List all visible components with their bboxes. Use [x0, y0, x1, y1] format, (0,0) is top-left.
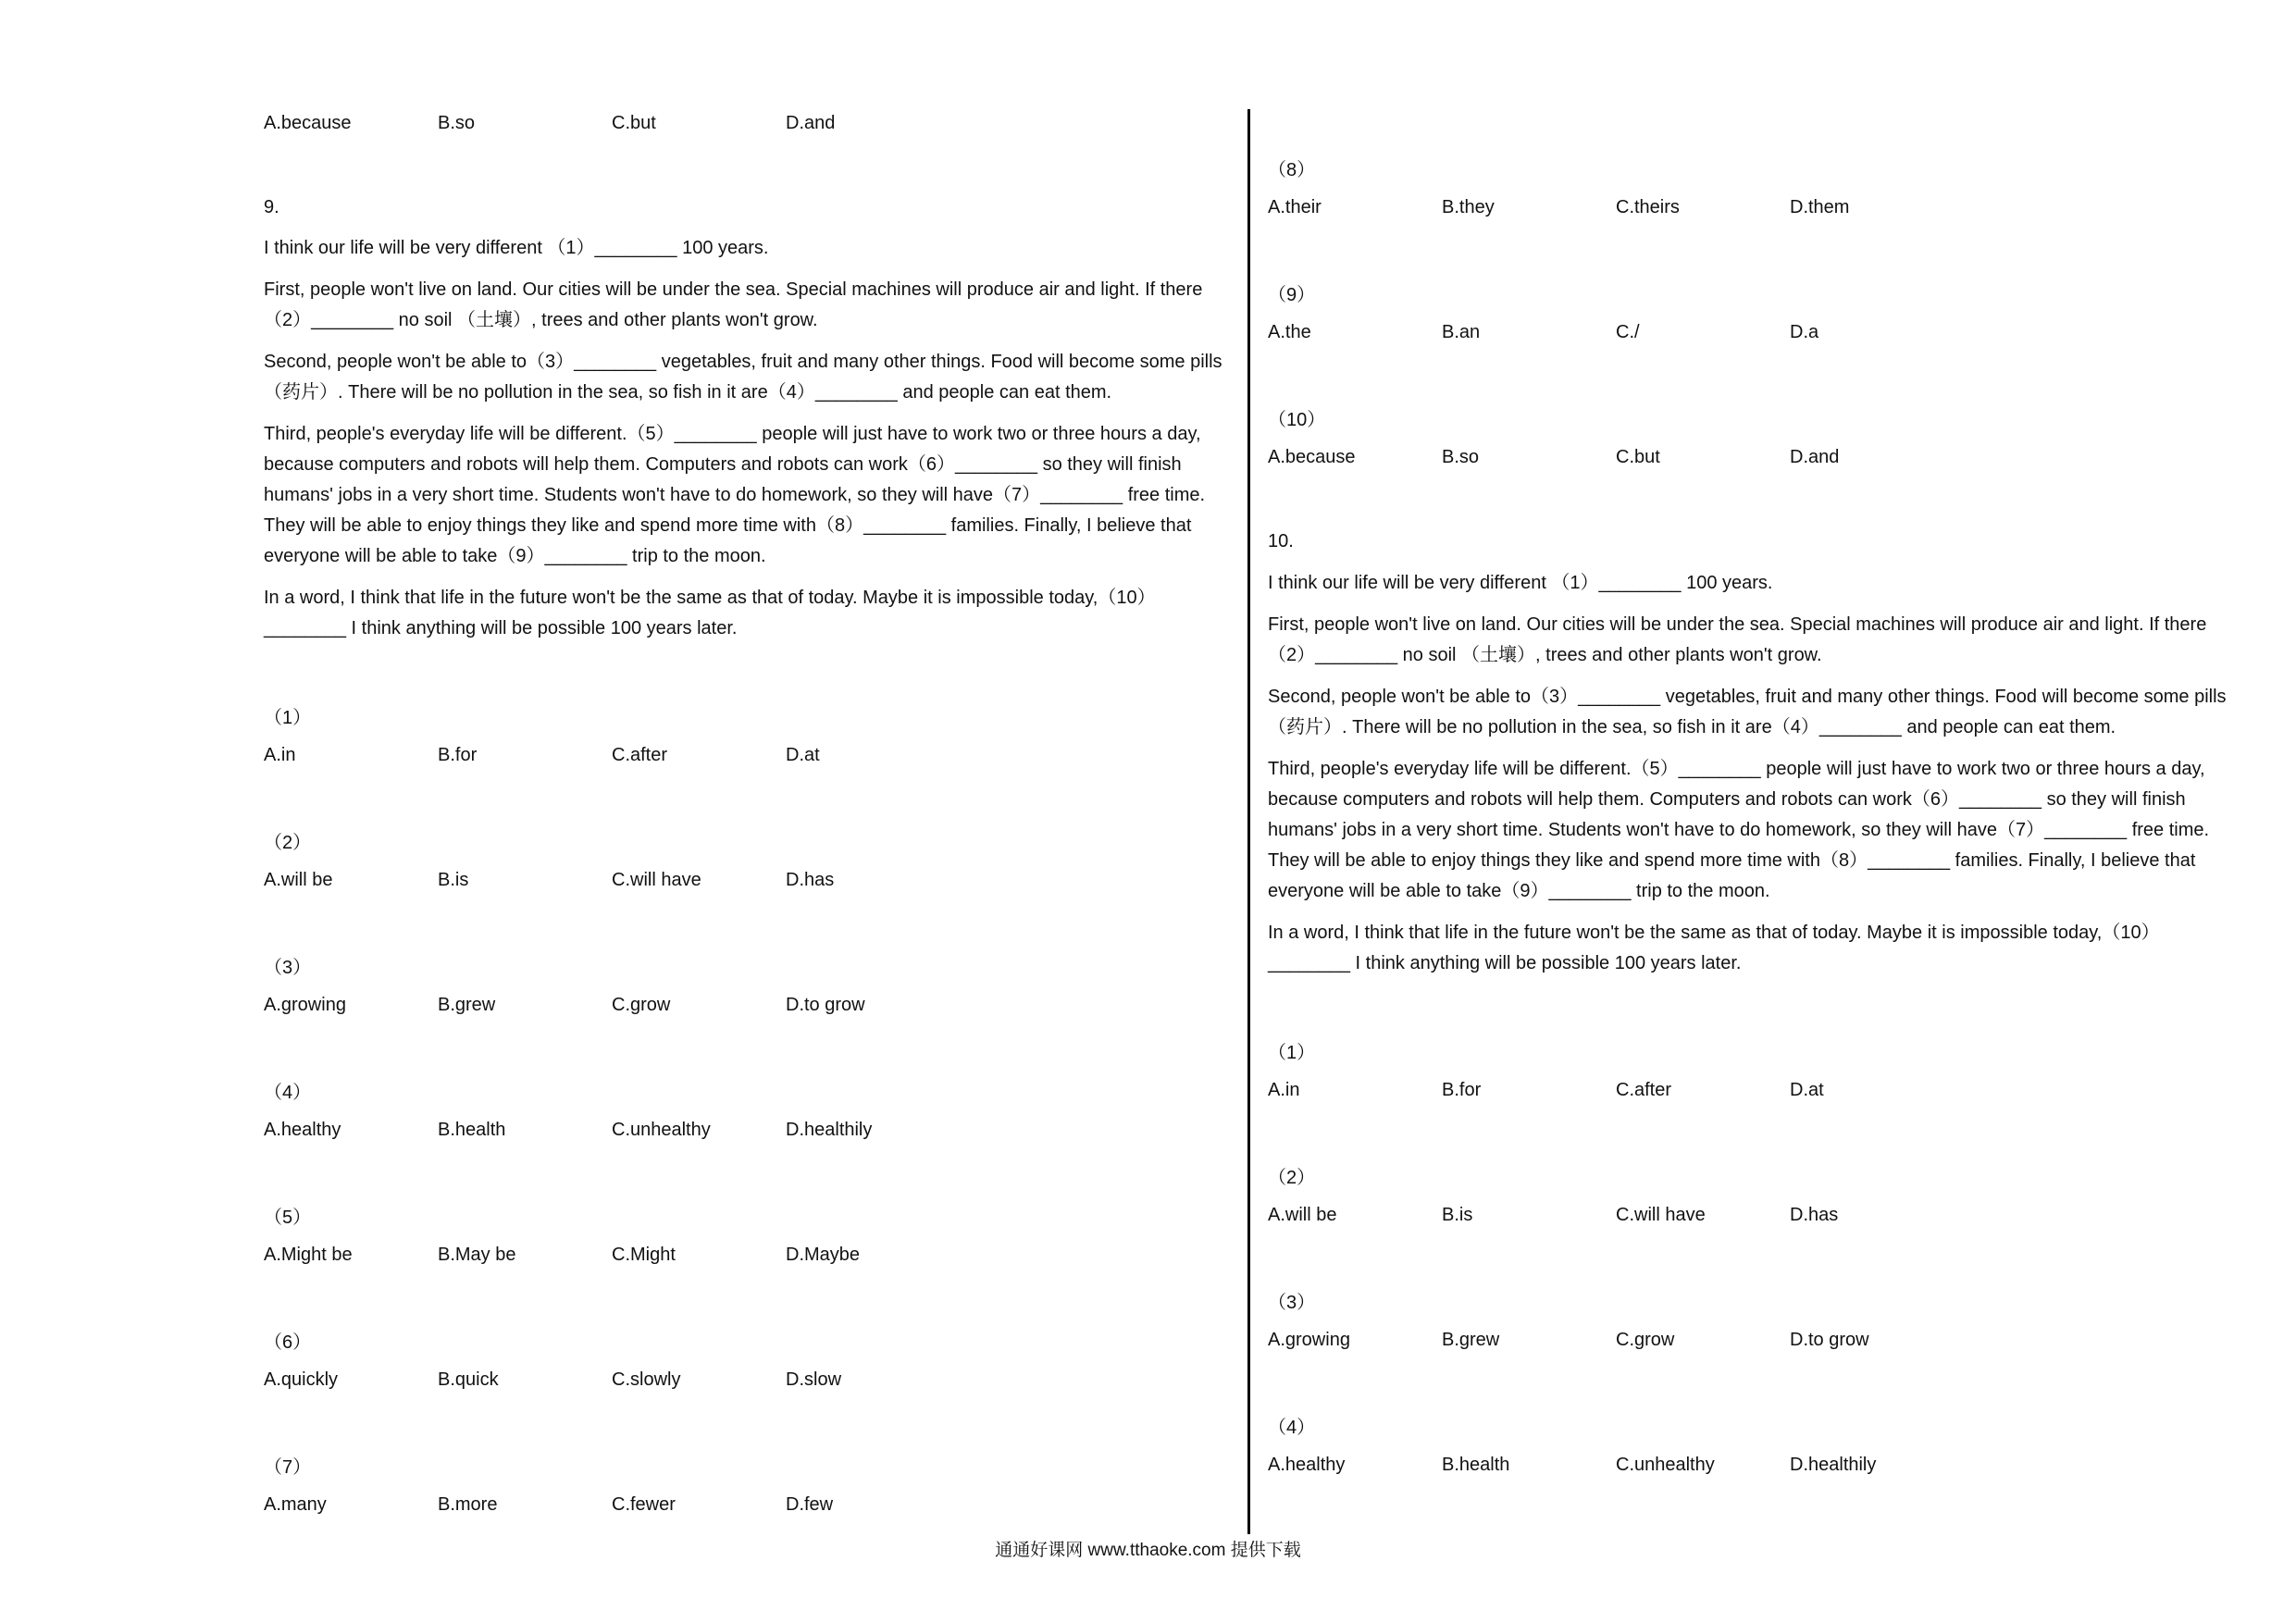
option-d: D.a [1790, 322, 1819, 342]
passage-paragraph: Second, people won't be able to（3）________ vegetables, fruit and many other things. Food will become some pills （药片）. There will be no pollution in the sea, so fish in it are（4）________ and people can eat them. [1268, 687, 2227, 737]
option-b: B.an [1442, 322, 1481, 342]
option-c: C.fewer [612, 1494, 676, 1515]
option-d: D.Maybe [786, 1245, 861, 1265]
option-a: A.will be [1268, 1205, 1337, 1225]
question-label: （6） [264, 1332, 312, 1353]
question-label: （10） [1268, 410, 1326, 430]
option-c: C.grow [1616, 1330, 1675, 1350]
options-row [264, 995, 1097, 1022]
option-a: A.growing [1268, 1330, 1350, 1350]
options-row [1268, 447, 2101, 475]
option-b: B.is [1442, 1205, 1473, 1225]
passage-paragraph: In a word, I think that life in the future won't be the same as that of today. Maybe it is impossible today,（10）________ I think anything will be possible 100 years later. [1268, 923, 2160, 973]
option-b: B.more [438, 1494, 498, 1515]
option-b: B.grew [1442, 1330, 1500, 1350]
option-b: B.they [1442, 197, 1495, 217]
option-c: C.slowly [612, 1369, 681, 1390]
option-a: A.in [1268, 1080, 1300, 1100]
options-row [1268, 197, 2101, 225]
options-row [264, 1120, 1097, 1147]
options-row [1268, 1080, 2101, 1108]
option-d: D.has [1790, 1205, 1839, 1225]
option-a: A.because [264, 113, 352, 133]
option-b: B.health [438, 1120, 506, 1140]
option-c: C.grow [612, 995, 671, 1015]
option-d: D.them [1790, 197, 1850, 217]
option-a: A.healthy [1268, 1455, 1346, 1475]
option-c: C.unhealthy [612, 1120, 711, 1140]
option-b: B.so [1442, 447, 1480, 467]
column-divider [1247, 109, 1250, 1534]
option-b: B.is [438, 870, 469, 890]
option-b: B.May be [438, 1245, 516, 1265]
option-d: D.at [786, 745, 820, 765]
option-a: A.because [1268, 447, 1356, 467]
option-a: A.growing [264, 995, 346, 1015]
option-d: D.to grow [1790, 1330, 1869, 1350]
passage-paragraph: First, people won't live on land. Our cities will be under the sea. Special machines will produce air and light. If there （2）________ no soil （土壤）, trees and other plants won't grow. [1268, 614, 2207, 665]
option-c: C.but [1616, 447, 1660, 467]
option-c: C./ [1616, 322, 1640, 342]
passage [1268, 568, 2240, 990]
question-label: （1） [264, 708, 312, 728]
passage-paragraph: Third, people's everyday life will be different.（5）________ people will just have to work two or three hours a day, because computers and robots will help them. Computers and robots can work（6）________ so they will finish humans' jobs in a very short time. Students won't have to do homework, so they will have（7）________ free time. They will be able to enjoy things they like and spend more time with（8）________ families. Finally, I believe that everyone will be able to take（9）________ trip to the moon. [264, 424, 1206, 566]
question-label: （8） [1268, 160, 1316, 180]
passage-paragraph: In a word, I think that life in the future won't be the same as that of today. Maybe it is impossible today,（10）________ I think anything will be possible 100 years later. [264, 588, 1156, 638]
option-a: A.Might be [264, 1245, 353, 1265]
question-label: （7） [264, 1457, 312, 1478]
option-c: C.but [612, 113, 656, 133]
option-b: B.quick [438, 1369, 499, 1390]
option-b: B.grew [438, 995, 496, 1015]
option-a: A.healthy [264, 1120, 341, 1140]
options-row [264, 113, 1097, 141]
option-b: B.so [438, 113, 476, 133]
options-row [264, 1494, 1097, 1522]
question-label: （2） [264, 833, 312, 853]
option-a: A.quickly [264, 1369, 339, 1390]
option-a: A.many [264, 1494, 327, 1515]
option-b: B.for [438, 745, 478, 765]
option-d: D.healthily [786, 1120, 873, 1140]
question-label: （3） [264, 958, 312, 978]
options-row [264, 1369, 1097, 1397]
option-c: C.will have [1616, 1205, 1706, 1225]
options-row [1268, 322, 2101, 350]
option-d: D.at [1790, 1080, 1824, 1100]
passage-paragraph: I think our life will be very different （1）________ 100 years. [1268, 573, 1773, 593]
page-footer: 通通好课网 www.tthaoke.com 提供下载 [995, 1541, 1301, 1560]
option-d: D.and [786, 113, 836, 133]
options-row [264, 745, 1097, 773]
option-d: D.to grow [786, 995, 865, 1015]
passage-paragraph: Second, people won't be able to（3）________ vegetables, fruit and many other things. Food will become some pills （药片）. There will be no pollution in the sea, so fish in it are（4）________ and people can eat them. [264, 352, 1222, 403]
question-label: （5） [264, 1208, 312, 1228]
options-row [1268, 1330, 2101, 1357]
option-d: D.has [786, 870, 835, 890]
options-row [1268, 1205, 2101, 1233]
option-d: D.and [1790, 447, 1840, 467]
option-c: C.after [612, 745, 668, 765]
question-label: （4） [1268, 1418, 1316, 1438]
question-label: （1） [1268, 1043, 1316, 1063]
question-number: 10. [1268, 531, 1294, 551]
option-a: A.in [264, 745, 296, 765]
question-label: （9） [1268, 285, 1316, 305]
option-b: B.health [1442, 1455, 1510, 1475]
option-c: C.after [1616, 1080, 1672, 1100]
options-row [264, 870, 1097, 898]
passage-paragraph: Third, people's everyday life will be different.（5）________ people will just have to work two or three hours a day, because computers and robots will help them. Computers and robots can work（6）________ so they will finish humans' jobs in a very short time. Students won't have to do homework, so they will have（7）________ free time. They will be able to enjoy things they like and spend more time with（8）________ families. Finally, I believe that everyone will be able to take（9）________ trip to the moon. [1268, 759, 2210, 901]
option-a: A.the [1268, 322, 1311, 342]
option-c: C.theirs [1616, 197, 1680, 217]
option-d: D.healthily [1790, 1455, 1877, 1475]
option-d: D.slow [786, 1369, 842, 1390]
option-b: B.for [1442, 1080, 1482, 1100]
question-label: （3） [1268, 1293, 1316, 1313]
option-c: C.Might [612, 1245, 676, 1265]
question-number: 9. [264, 197, 279, 217]
option-c: C.unhealthy [1616, 1455, 1715, 1475]
option-c: C.will have [612, 870, 701, 890]
question-label: （2） [1268, 1168, 1316, 1188]
passage-paragraph: I think our life will be very different （1）________ 100 years. [264, 238, 769, 258]
question-label: （4） [264, 1083, 312, 1103]
option-a: A.their [1268, 197, 1322, 217]
option-a: A.will be [264, 870, 333, 890]
passage [264, 233, 1235, 655]
passage-paragraph: First, people won't live on land. Our cities will be under the sea. Special machines will produce air and light. If there （2）________ no soil （土壤）, trees and other plants won't grow. [264, 279, 1203, 330]
options-row [1268, 1455, 2101, 1482]
option-d: D.few [786, 1494, 834, 1515]
options-row [264, 1245, 1097, 1272]
